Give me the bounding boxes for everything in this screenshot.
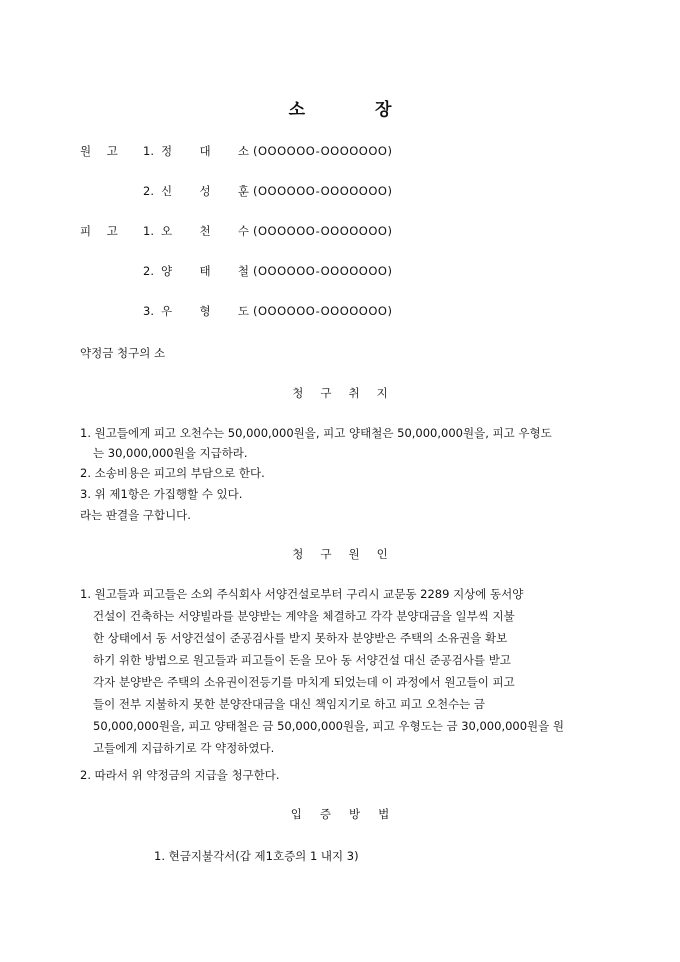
- claim-purpose-item-1: 1. 원고들에게 피고 오천수는 50,000,000원을, 피고 양태철은 50,000,000원을, 피고 우형도: [80, 426, 552, 440]
- name-char: 대: [199, 144, 211, 158]
- defendant-role-label: 피 고: [80, 224, 124, 238]
- plaintiff-1-name: [161, 143, 249, 159]
- claim-cause-line-6: 들이 전부 지불하지 못한 분양잔대금을 대신 책임지기로 하고 피고 오천수는 금: [93, 697, 486, 711]
- plaintiff-2-id: (OOOOOO-OOOOOOO): [253, 184, 393, 198]
- heading-char: 청: [292, 547, 304, 561]
- claim-cause-line-3: 한 상태에서 동 서양건설이 준공검사를 받지 못하자 분양받은 주택의 소유권을 확보: [93, 631, 508, 645]
- plaintiff-row-1: [80, 143, 392, 159]
- claim-cause-line-5: 각자 분양받은 주택의 소유권이전등기를 마치게 되었는데 이 과정에서 원고들이 피고: [93, 675, 515, 689]
- claim-purpose-heading: [0, 385, 680, 401]
- name-char: 양: [161, 264, 173, 278]
- case-name: 약정금 청구의 소: [80, 346, 166, 360]
- plaintiff-role-label: 원 고: [80, 144, 124, 158]
- name-char: 정: [161, 144, 173, 158]
- title-char-2: 장: [375, 100, 392, 120]
- plaintiff-row-2: [80, 183, 392, 199]
- defendant-row-3: [80, 303, 392, 319]
- defendant-row-2: [80, 263, 392, 279]
- claim-purpose-item-1-continued: 는 30,000,000원을 지급하라.: [93, 446, 248, 460]
- heading-char: 구: [320, 386, 332, 400]
- defendant-3-number: 3.: [143, 304, 154, 318]
- name-char: 훈: [237, 184, 249, 198]
- defendant-1-name: [161, 223, 249, 239]
- title-char-1: 소: [288, 100, 305, 120]
- plaintiff-1-id: (OOOOOO-OOOOOOO): [253, 144, 393, 158]
- defendant-1-id: (OOOOOO-OOOOOOO): [253, 224, 393, 238]
- name-char: 수: [237, 224, 249, 238]
- name-char: 신: [161, 184, 173, 198]
- defendant-row-1: [80, 223, 392, 239]
- heading-char: 인: [376, 547, 388, 561]
- heading-char: 지: [376, 386, 388, 400]
- name-char: 성: [199, 184, 211, 198]
- defendant-2-name: [161, 263, 249, 279]
- plaintiff-2-number: 2.: [143, 184, 154, 198]
- name-char: 우: [161, 304, 173, 318]
- defendant-2-number: 2.: [143, 264, 154, 278]
- claim-cause-line-4: 하기 위한 방법으로 원고들과 피고들이 돈을 모아 동 서양건설 대신 준공검사를 받고: [93, 653, 511, 667]
- claim-cause-line-8: 고들에게 지급하기로 각 약정하였다.: [93, 741, 275, 755]
- document-title: [0, 95, 680, 120]
- plaintiff-2-name: [161, 183, 249, 199]
- claim-purpose-item-3: 3. 위 제1항은 가집행할 수 있다.: [80, 487, 243, 501]
- heading-char: 취: [348, 386, 360, 400]
- name-char: 소: [237, 144, 249, 158]
- heading-char: 원: [348, 547, 360, 561]
- claim-purpose-item-2: 2. 소송비용은 피고의 부담으로 한다.: [80, 466, 265, 480]
- name-char: 태: [199, 264, 211, 278]
- heading-char: 청: [292, 386, 304, 400]
- defendant-3-name: [161, 303, 249, 319]
- evidence-heading: [0, 806, 680, 822]
- defendant-3-id: (OOOOOO-OOOOOOO): [253, 304, 393, 318]
- name-char: 도: [237, 304, 249, 318]
- plaintiff-1-number: 1.: [143, 144, 154, 158]
- name-char: 천: [199, 224, 211, 238]
- heading-char: 법: [378, 807, 390, 821]
- defendant-2-id: (OOOOOO-OOOOOOO): [253, 264, 393, 278]
- name-char: 오: [161, 224, 173, 238]
- heading-char: 증: [319, 807, 331, 821]
- name-char: 형: [199, 304, 211, 318]
- claim-purpose-closing: 라는 판결을 구합니다.: [80, 508, 191, 522]
- defendant-1-number: 1.: [143, 224, 154, 238]
- claim-cause-line-2: 건설이 건축하는 서양빌라를 분양받는 계약을 체결하고 각각 분양대금을 일부씩 지불: [93, 609, 515, 623]
- name-char: 철: [237, 264, 249, 278]
- heading-char: 방: [349, 807, 361, 821]
- heading-char: 입: [290, 807, 302, 821]
- heading-char: 구: [320, 547, 332, 561]
- claim-cause-line-1: 1. 원고들과 피고들은 소외 주식회사 서양건설로부터 구리시 교문동 2289 지상에 동서양: [80, 587, 524, 601]
- claim-cause-heading: [0, 546, 680, 562]
- evidence-item-1: 1. 현금지불각서(갑 제1호증의 1 내지 3): [154, 849, 359, 863]
- claim-cause-item-2: 2. 따라서 위 약정금의 지급을 청구한다.: [80, 768, 280, 782]
- claim-cause-line-7: 50,000,000원을, 피고 양태철은 금 50,000,000원을, 피고 우형도는 금 30,000,000원을 원: [93, 719, 565, 733]
